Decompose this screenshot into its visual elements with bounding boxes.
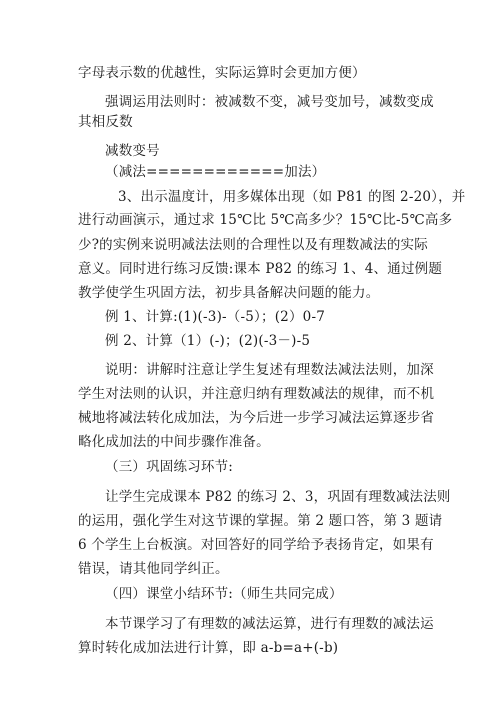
text-line: 让学生完成课本 P82 的练习 2、3，巩固有理数减法法则 xyxy=(105,489,451,505)
text-line: 少?的实例来说明减法法则的合理性以及有理数减法的实际 xyxy=(78,237,428,253)
text-line: 算时转化成加法进行计算，即 a-b=a+(-b) xyxy=(78,640,339,656)
text-line: 略化成加法的中间步骤作准备。 xyxy=(78,434,270,450)
text-line: 字母表示数的优越性，实际运算时会更加方便） xyxy=(78,65,366,81)
text-line: 3、出示温度计，用多媒体出现（如 P81 的图 2-20），并 xyxy=(118,189,466,205)
section-heading: （三）巩固练习环节: xyxy=(105,459,234,475)
text-line: 减数变号 xyxy=(105,143,160,159)
text-line: 本节课学习了有理数的减法运算，进行有理数的减法运 xyxy=(105,616,434,632)
text-line: 例 1、计算:(1)(-3)-（-5）；(2）0-7 xyxy=(105,309,325,325)
text-line: 进行动画演示，通过求 15℃比 5℃高多少？15℃比-5℃高多 xyxy=(78,212,453,228)
text-line: 例 2、计算（1）(-)；(2)(-3－)-5 xyxy=(105,333,311,349)
text-line: 错误，请其他同学纠正。 xyxy=(78,561,229,577)
text-line: 教学使学生巩固方法，初步具备解决问题的能力。 xyxy=(78,285,380,301)
text-line: 学生对法则的认识，并注意归纳有理数减法的规律，而不机 xyxy=(78,386,435,402)
text-line: 说明：讲解时注意让学生复述有理数法减法法则，加深 xyxy=(105,362,434,378)
text-line: 意义。同时进行练习反馈:课本 P82 的练习 1、4、通过例题 xyxy=(78,261,443,277)
text-line: 其相反数 xyxy=(78,114,133,130)
text-line: 的运用，强化学生对这节课的掌握。第 2 题口答，第 3 题请 xyxy=(78,513,443,529)
text-line: （减法============加法） xyxy=(105,164,326,180)
section-heading: （四）课堂小结环节:（师生共同完成） xyxy=(105,586,343,602)
text-line: 械地将减法转化成加法，为今后进一步学习减法运算逐步省 xyxy=(78,410,435,426)
text-line: 强调运用法则时：被减数不变，减号变加号，减数变成 xyxy=(105,94,434,110)
text-line: 6 个学生上台板演。对回答好的同学给予表扬肯定，如果有 xyxy=(78,537,434,553)
